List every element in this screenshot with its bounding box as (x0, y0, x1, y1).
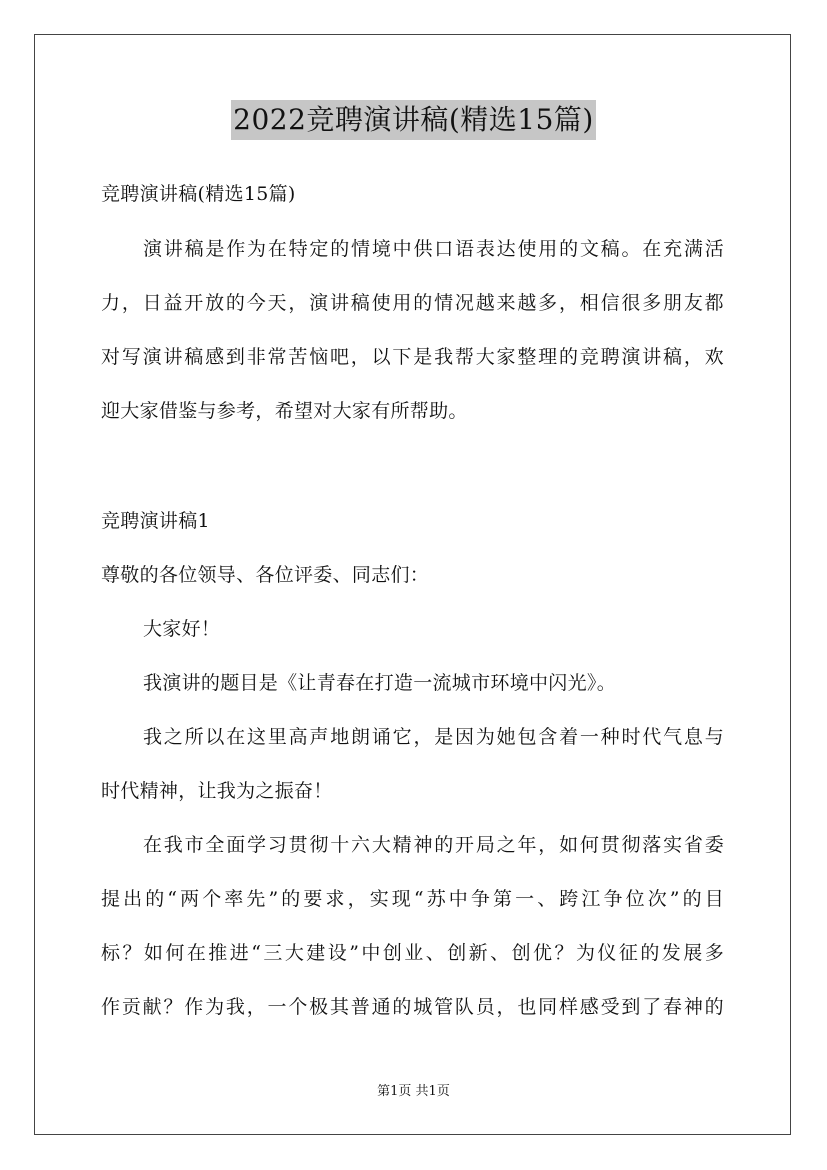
document-title: 2022竞聘演讲稿(精选15篇) (231, 100, 596, 140)
paragraph-line: 在我市全面学习贯彻十六大精神的开局之年，如何贯彻落实省委 (143, 834, 724, 856)
paragraph-line: 演讲稿是作为在特定的情境中供口语表达使用的文稿。在充满活 (143, 238, 724, 260)
paragraph-line: 对写演讲稿感到非常苦恼吧，以下是我帮大家整理的竞聘演讲稿，欢 (101, 346, 724, 368)
paragraph-line: 标？如何在推进“三大建设”中创业、创新、创优？为仪征的发展多 (101, 942, 724, 964)
paragraph-line: 我之所以在这里高声地朗诵它，是因为她包含着一种时代气息与 (143, 726, 724, 748)
page-footer: 第1页 共1页 (377, 1084, 450, 1099)
paragraph-line: 时代精神，让我为之振奋！ (101, 780, 333, 802)
subtitle-line: 竞聘演讲稿(精选15篇) (101, 183, 296, 205)
greeting-line: 大家好！ (143, 618, 221, 640)
paragraph-line: 作贡献？作为我，一个极其普通的城管队员，也同样感受到了春神的 (101, 996, 724, 1018)
paragraph-line: 提出的“两个率先”的要求，实现“苏中争第一、跨江争位次”的目 (101, 888, 724, 910)
paragraph-line: 我演讲的题目是《让青春在打造一流城市环境中闪光》。 (143, 672, 617, 694)
paragraph-line: 迎大家借鉴与参考，希望对大家有所帮助。 (101, 400, 468, 422)
salutation-line: 尊敬的各位领导、各位评委、同志们： (101, 564, 430, 586)
section-heading: 竞聘演讲稿1 (101, 510, 210, 532)
paragraph-line: 力，日益开放的今天，演讲稿使用的情况越来越多，相信很多朋友都 (101, 292, 724, 314)
title-wrap (0, 100, 827, 140)
